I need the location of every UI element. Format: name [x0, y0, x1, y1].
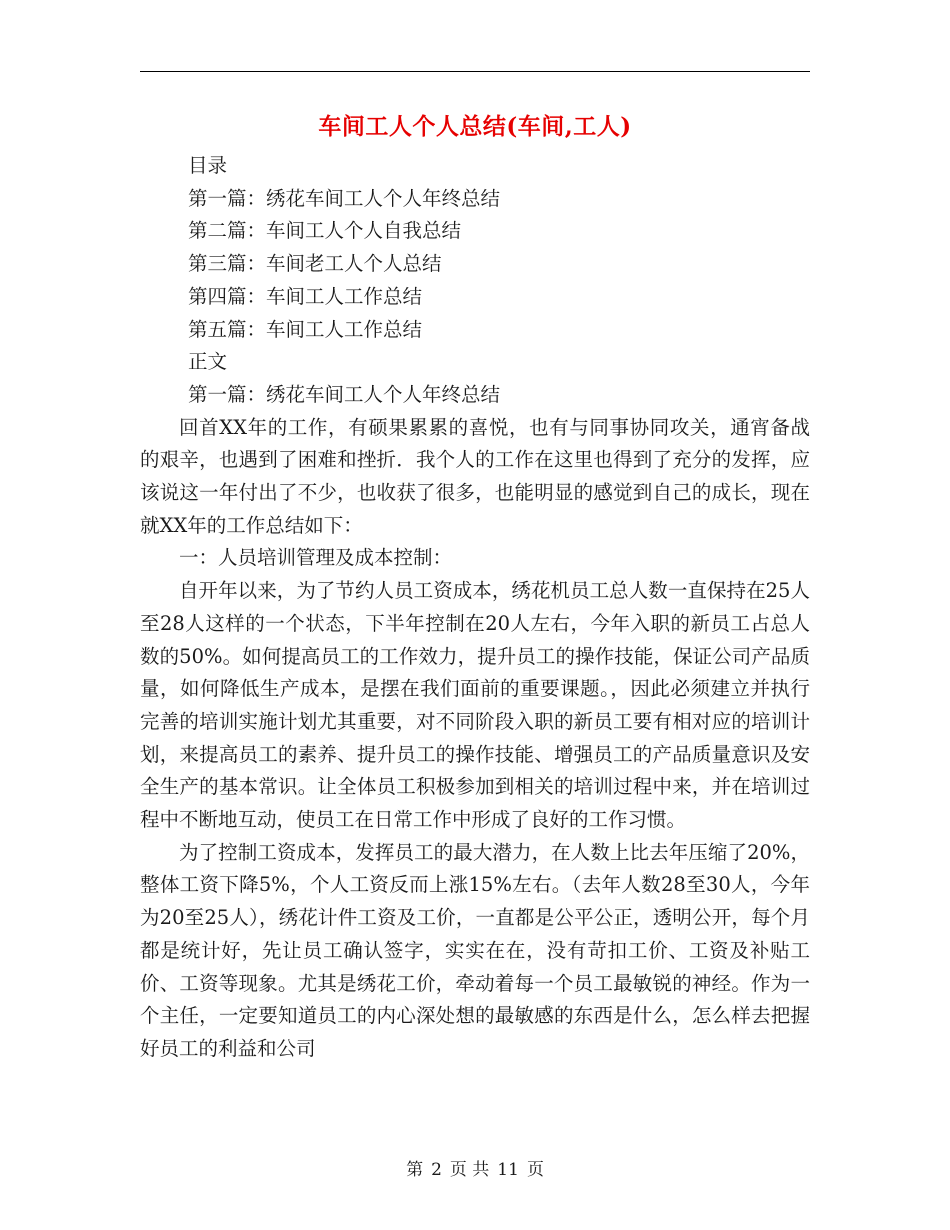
body-heading: 正文 — [188, 350, 228, 374]
toc-item: 第三篇：车间老工人个人总结 — [188, 252, 442, 276]
page-footer — [0, 1155, 950, 1180]
toc-item: 第一篇：绣花车间工人个人年终总结 — [188, 186, 501, 210]
toc-heading: 目录 — [188, 154, 228, 177]
paragraph: 回首XX年的工作，有硕果累累的喜悦，也有与同事协同攻关，通宵备战的艰辛，也遇到了困难和挫折．我个人的工作在这里也得到了充分的发挥，应该说这一年付出了不少，也收获了很多，也能明显的感觉到自己的成长，现在就XX年的工作总结如下： — [140, 415, 810, 537]
page-number: 2 — [431, 1160, 442, 1180]
page-total: 11 — [497, 1160, 519, 1180]
section-title: 第一篇：绣花车间工人个人年终总结 — [188, 382, 501, 406]
toc-item: 第二篇：车间工人个人自我总结 — [188, 219, 462, 243]
paragraph: 自开年以来，为了节约人员工资成本，绣花机员工总人数一直保持在25人至28人这样的一个状态，下半年控制在20人左右，今年入职的新员工占总人数的50%。如何提高员工的工作效力，提升员工的操作技能，保证公司产品质量，如何降低生产成本，是摆在我们面前的重要课题。，因此必须建立并执行完善的培训实施计划尤其重要，对不同阶段入职的新员工要有相对应的培训计划，来提高员工的素养、提升员工的操作技能、增强员工的产品质量意识及安全生产的基本常识。让全体员工积极参加到相关的培训过程中来，并在培训过程中不断地互动，使员工在日常工作中形成了良好的工作习惯。 — [140, 579, 810, 832]
footer-middle: 页 共 — [449, 1160, 490, 1180]
toc-item: 第四篇：车间工人工作总结 — [188, 284, 423, 308]
toc-item: 第五篇：车间工人工作总结 — [188, 317, 423, 341]
document-title: 车间工人个人总结(车间,工人) — [318, 113, 632, 140]
header-rule — [140, 71, 810, 72]
footer-prefix: 第 — [406, 1160, 424, 1180]
paragraph: 为了控制工资成本，发挥员工的最大潜力，在人数上比去年压缩了20%，整体工资下降5%，个人工资反而上涨15%左右。（去年人数28至30人，今年为20至25人），绣花计件工资及工价，一直都是公平公正，透明公开，每个月都是统计好，先让员工确认签字，实实在在，没有苛扣工价、工资及补贴工价、工资等现象。尤其是绣花工价，牵动着每一个员工最敏锐的神经。作为一个主任，一定要知道员工的内心深处想的最敏感的东西是什么，怎么样去把握好员工的利益和公司 — [140, 840, 810, 1060]
paragraph: 一：人员培训管理及成本控制： — [179, 546, 453, 570]
document-body — [140, 150, 810, 1066]
footer-suffix: 页 — [526, 1160, 544, 1180]
